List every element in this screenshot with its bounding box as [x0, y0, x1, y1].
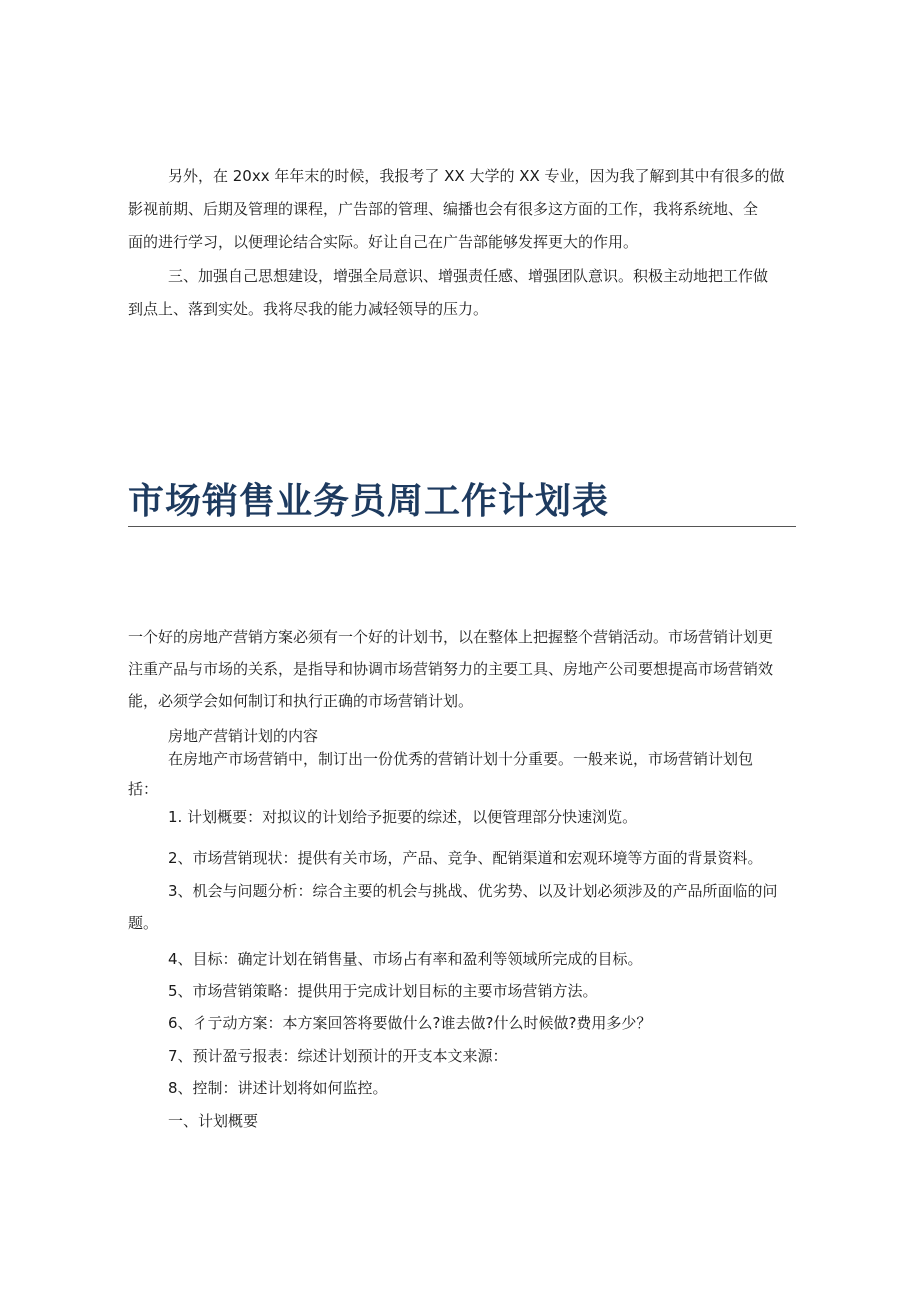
list-item: 6、彳亍动方案：本方案回答将要做什么?谁去做?什么时候做?费用多少？ — [168, 1014, 652, 1032]
paragraph-line: 到点上、落到实处。我将尽我的能力减轻领导的压力。 — [128, 300, 489, 318]
list-item: 5、市场营销策略：提供用于完成计划目标的主要市场营销方法。 — [168, 982, 598, 1000]
title-underline — [128, 526, 796, 527]
paragraph-line: 面的进行学习，以便理论结合实际。好让自己在广告部能够发挥更大的作用。 — [128, 233, 639, 251]
list-item: 3、机会与问题分析：综合主要的机会与挑战、优劣势、以及计划必须涉及的产品所面临的问 — [168, 882, 778, 900]
intro-line: 注重产品与市场的关系，是指导和协调市场营销努力的主要工具、房地产公司要想提高市场营销效 — [128, 660, 774, 678]
paragraph-line: 另外，在 20xx 年年末的时候，我报考了 XX 大学的 XX 专业，因为我了解到其中有很多的做 — [168, 167, 785, 185]
page-title: 市场销售业务员周工作计划表 — [128, 481, 610, 522]
list-item: 题。 — [128, 914, 159, 932]
subheading: 房地产营销计划的内容 — [168, 727, 319, 745]
list-item: 4、目标：确定计划在销售量、市场占有率和盈利等领域所完成的目标。 — [168, 950, 643, 968]
intro-line: 能，必须学会如何制订和执行正确的市场营销计划。 — [128, 692, 474, 710]
intro-line: 一个好的房地产营销方案必须有一个好的计划书，以在整体上把握整个营销活动。市场营销计划更 — [128, 628, 774, 646]
list-item: 8、控制：讲述计划将如何监控。 — [168, 1079, 388, 1097]
lead-line: 括： — [128, 780, 159, 798]
list-item: 2、市场营销现状：提供有关市场，产品、竞争、配销渠道和宏观环境等方面的背景资料。 — [168, 849, 763, 867]
paragraph-line: 影视前期、后期及管理的课程，广告部的管理、编播也会有很多这方面的工作，我将系统地、全 — [128, 200, 759, 218]
list-item: 1. 计划概要：对拟议的计划给予扼要的综述，以便管理部分快速浏览。 — [168, 808, 638, 826]
section-heading: 一、计划概要 — [168, 1112, 259, 1130]
list-item: 7、预计盈亏报表：综述计划预计的开支本文来源： — [168, 1047, 508, 1065]
lead-line: 在房地产市场营销中，制订出一份优秀的营销计划十分重要。一般来说，市场营销计划包 — [168, 750, 754, 768]
paragraph-line: 三、加强自己思想建设，增强全局意识、增强责任感、增强团队意识。积极主动地把工作做 — [168, 267, 769, 285]
